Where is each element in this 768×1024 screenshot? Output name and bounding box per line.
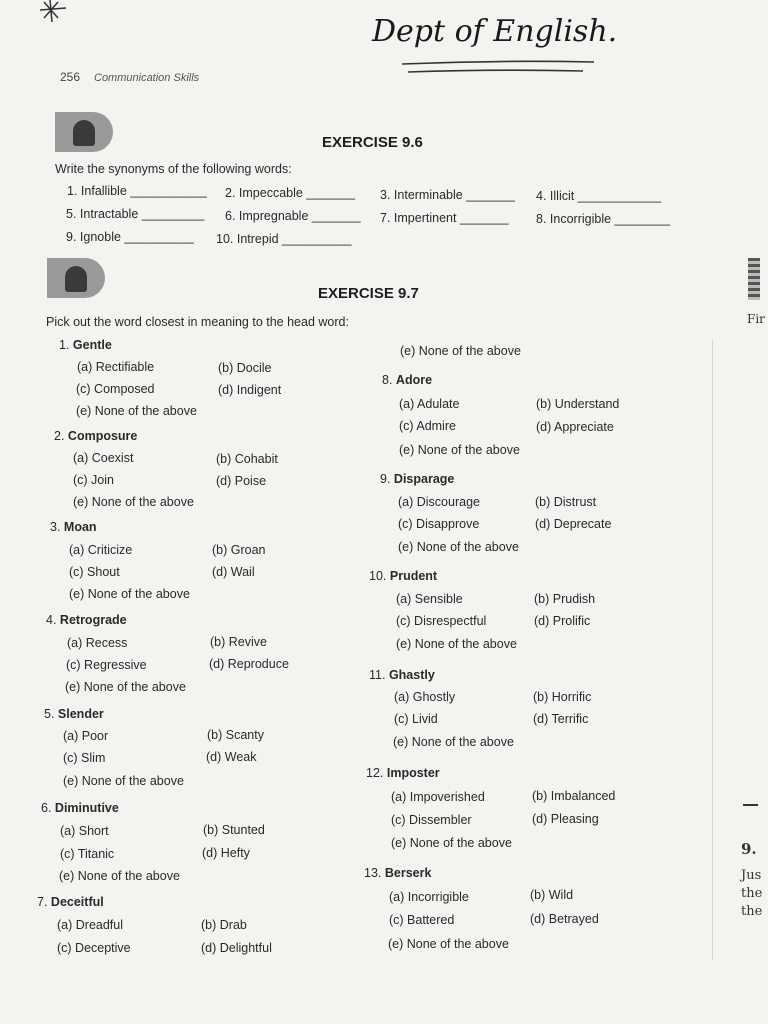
edge-text: 9. <box>741 840 757 858</box>
option: (a) Short <box>60 824 109 838</box>
option: (e) None of the above <box>63 774 184 788</box>
question-head: 11. Ghastly <box>369 668 435 682</box>
exercise-icon <box>47 258 105 298</box>
synonym-item: 9. Ignoble __________ <box>66 230 194 244</box>
edge-text: Fir <box>747 312 765 326</box>
option: (e) None of the above <box>393 735 514 749</box>
option: (c) Regressive <box>66 658 147 672</box>
synonym-item: 8. Incorrigible ________ <box>536 212 671 226</box>
option: (d) Reproduce <box>209 657 289 671</box>
option: (d) Indigent <box>218 383 282 397</box>
option: (b) Horrific <box>533 690 592 704</box>
exercise-icon <box>55 112 113 152</box>
option: (b) Prudish <box>534 592 596 606</box>
option: (b) Wild <box>530 888 574 902</box>
handwritten-note: Dept of English. <box>372 14 618 49</box>
option: (d) Terrific <box>533 712 589 726</box>
handwritten-mark <box>36 0 76 24</box>
synonym-item: 6. Impregnable _______ <box>225 209 361 223</box>
option: (a) Incorrigible <box>389 890 469 904</box>
option: (e) None of the above <box>399 443 520 457</box>
exercise-97-title: EXERCISE 9.7 <box>318 285 419 302</box>
option: (c) Battered <box>389 913 455 927</box>
question-head: 4. Retrograde <box>46 613 127 627</box>
edge-text: Jus <box>741 868 762 883</box>
exercise-97-instruction: Pick out the word closest in meaning to the head word: <box>46 315 349 329</box>
synonym-item: 3. Interminable _______ <box>380 188 515 202</box>
exercise-96-title: EXERCISE 9.6 <box>322 134 423 151</box>
option: (c) Join <box>73 473 114 487</box>
option: (b) Imbalanced <box>532 789 616 803</box>
option: (b) Drab <box>201 918 247 932</box>
option: (d) Hefty <box>202 846 250 860</box>
page-fold <box>712 340 713 960</box>
question-head: 10. Prudent <box>369 569 438 583</box>
option: (e) None of the above <box>65 680 186 694</box>
option: (d) Poise <box>216 474 267 488</box>
option: (c) Titanic <box>60 847 115 861</box>
option: (b) Understand <box>536 397 620 411</box>
option: (a) Ghostly <box>394 690 456 704</box>
option: (c) Dissembler <box>391 813 472 827</box>
option: (c) Livid <box>394 712 438 726</box>
option: (e) None of the above <box>388 937 509 951</box>
option: (b) Stunted <box>203 823 265 837</box>
option: (c) Composed <box>76 382 155 396</box>
option: (d) Weak <box>206 750 257 764</box>
question-head: 8. Adore <box>382 373 433 387</box>
option: (c) Disrespectful <box>396 614 487 628</box>
option: (a) Dreadful <box>57 918 123 932</box>
option: (e) None of the above <box>391 836 512 850</box>
option: (a) Recess <box>67 636 128 650</box>
option: (a) Impoverished <box>391 790 485 804</box>
option: (c) Disapprove <box>398 517 480 531</box>
option: (e) None of the above <box>59 869 180 883</box>
synonym-item: 2. Impeccable _______ <box>225 186 355 200</box>
question-head: 6. Diminutive <box>41 801 119 815</box>
question-head: 5. Slender <box>44 707 104 721</box>
option: (d) Appreciate <box>536 420 614 434</box>
book-title: Communication Skills <box>94 72 200 84</box>
option: (d) Delightful <box>201 941 272 955</box>
question-head: 2. Composure <box>54 429 138 443</box>
option: (b) Cohabit <box>216 452 278 466</box>
option: (e) None of the above <box>76 404 197 418</box>
handwritten-underline <box>398 56 598 82</box>
synonym-item: 4. Illicit ____________ <box>536 189 662 203</box>
option: (b) Distrust <box>535 495 597 509</box>
option: (b) Revive <box>210 635 267 649</box>
question-head: 7. Deceitful <box>37 895 104 909</box>
option: (d) Pleasing <box>532 812 599 826</box>
option: (a) Discourage <box>398 495 480 509</box>
page-number: 256 <box>60 70 81 84</box>
option: (c) Shout <box>69 565 120 579</box>
question-head: 1. Gentle <box>59 338 112 352</box>
option: (a) Poor <box>63 729 109 743</box>
option: (d) Wail <box>212 565 255 579</box>
option: (c) Admire <box>399 419 456 433</box>
option: (a) Criticize <box>69 543 133 557</box>
option: (d) Deprecate <box>535 517 612 531</box>
edge-text: the <box>741 904 763 919</box>
synonym-item: 7. Impertinent _______ <box>380 211 509 225</box>
option: (a) Adulate <box>399 397 460 411</box>
option: (a) Coexist <box>73 451 134 465</box>
option: (e) None of the above <box>69 587 190 601</box>
edge-text: the <box>741 886 763 901</box>
synonym-item: 5. Intractable _________ <box>66 207 205 221</box>
option: (a) Sensible <box>396 592 463 606</box>
edge-image <box>748 258 760 300</box>
option: (b) Groan <box>212 543 266 557</box>
question-head: 12. Imposter <box>366 766 440 780</box>
option: (d) Betrayed <box>530 912 599 926</box>
option: (e) None of the above <box>400 344 521 358</box>
synonym-item: 10. Intrepid __________ <box>216 232 352 246</box>
option: (c) Slim <box>63 751 106 765</box>
option: (d) Prolific <box>534 614 591 628</box>
question-head: 3. Moan <box>50 520 97 534</box>
exercise-96-instruction: Write the synonyms of the following words: <box>55 162 292 176</box>
question-head: 13. Berserk <box>364 866 432 880</box>
option: (e) None of the above <box>396 637 517 651</box>
question-head: 9. Disparage <box>380 472 455 486</box>
edge-rule <box>743 804 758 806</box>
option: (c) Deceptive <box>57 941 131 955</box>
option: (b) Scanty <box>207 728 264 742</box>
option: (a) Rectifiable <box>77 360 155 374</box>
option: (b) Docile <box>218 361 272 375</box>
option: (e) None of the above <box>73 495 194 509</box>
synonym-item: 1. Infallible ___________ <box>67 184 207 198</box>
option: (e) None of the above <box>398 540 519 554</box>
